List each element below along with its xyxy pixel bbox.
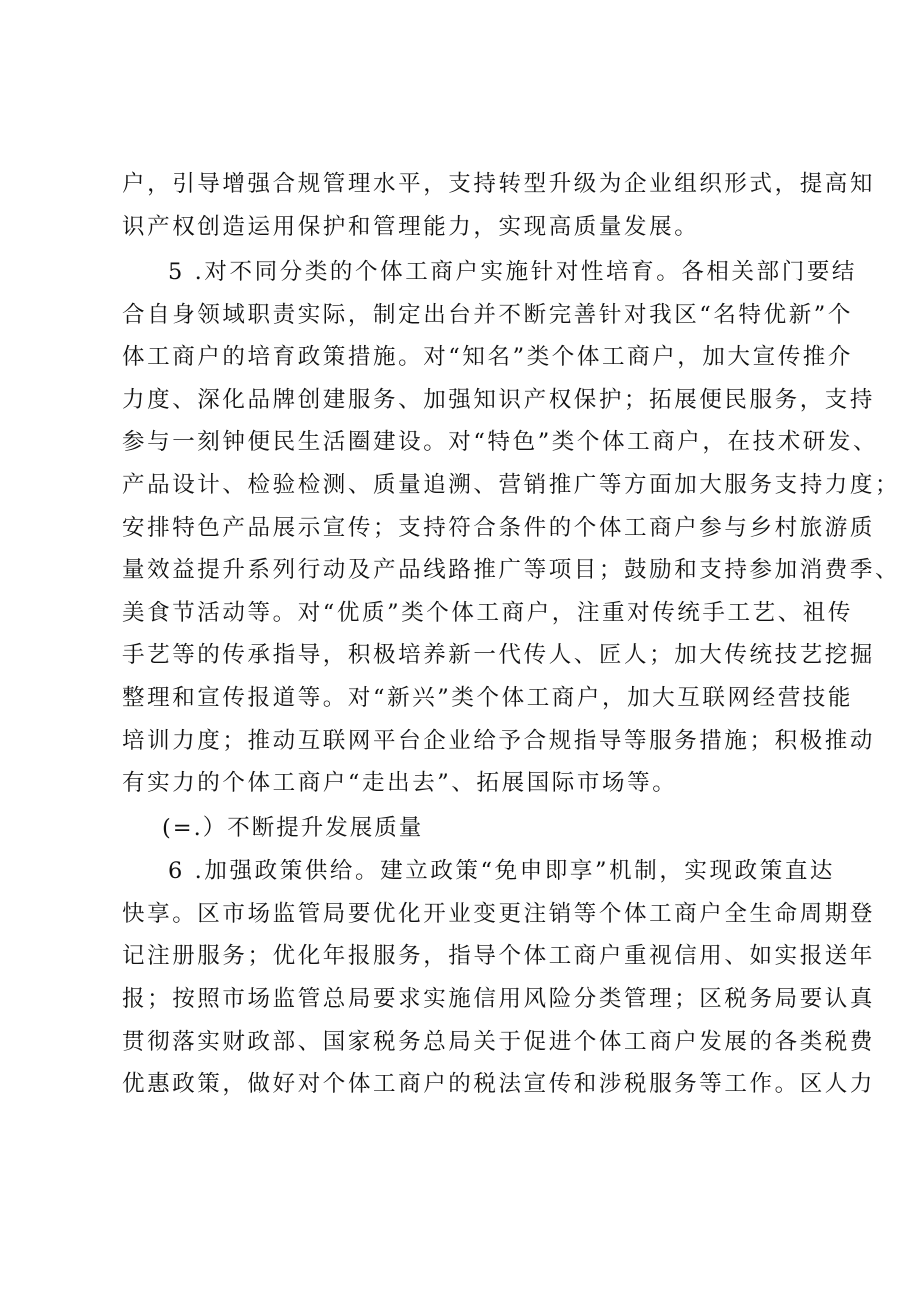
paragraph-start-line: 6 .加强政策供给。建立政策“免申即享”机制，实现政策直达	[168, 858, 836, 884]
body-line: 报；按照市场监管总局要求实施信用风险分类管理；区税务局要认真	[122, 986, 876, 1012]
body-line: 记注册服务；优化年报服务，指导个体工商户重视信用、如实报送年	[122, 943, 876, 969]
body-line: 有实力的个体工商户“走出去”、拓展国际市场等。	[122, 770, 678, 796]
body-line: 安排特色产品展示宣传；支持符合条件的个体工商户参与乡村旅游质	[122, 515, 876, 541]
body-line: 快享。区市场监管局要优化开业变更注销等个体工商户全生命周期登	[122, 901, 876, 927]
body-line: 力度、深化品牌创建服务、加强知识产权保护；拓展便民服务，支持	[122, 387, 876, 413]
section-heading: (=.）不断提升发展质量	[162, 815, 424, 841]
body-line: 量效益提升系列行动及产品线路推广等项目；鼓励和支持参加消费季、	[122, 557, 901, 583]
body-line: 合自身领域职责实际，制定出台并不断完善针对我区“名特优新”个	[122, 302, 854, 328]
body-line: 美食节活动等。对“优质”类个体工商户，注重对传统手工艺、祖传	[122, 600, 854, 626]
body-line: 优惠政策，做好对个体工商户的税法宣传和涉税服务等工作。区人力	[122, 1071, 876, 1097]
body-line: 体工商户的培育政策措施。对“知名”类个体工商户，加大宣传推介	[122, 344, 854, 370]
body-line: 户，引导增强合规管理水平，支持转型升级为企业组织形式，提高知	[122, 171, 876, 197]
body-line: 识产权创造运用保护和管理能力，实现高质量发展。	[122, 214, 700, 240]
body-line: 手艺等的传承指导，积极培养新一代传人、匠人；加大传统技艺挖掘	[122, 642, 876, 668]
body-line: 培训力度；推动互联网平台企业给予合规指导等服务措施；积极推动	[122, 728, 876, 754]
body-line: 整理和宣传报道等。对“新兴”类个体工商户，加大互联网经营技能	[122, 685, 854, 711]
body-line: 产品设计、检验检测、质量追溯、营销推广等方面加大服务支持力度；	[122, 472, 901, 498]
body-line: 贯彻落实财政部、国家税务总局关于促进个体工商户发展的各类税费	[122, 1029, 876, 1055]
paragraph-start-line: 5 .对不同分类的个体工商户实施针对性培育。各相关部门要结	[168, 259, 858, 285]
body-line: 参与一刻钟便民生活圈建设。对“特色”类个体工商户，在技术研发、	[122, 429, 879, 455]
